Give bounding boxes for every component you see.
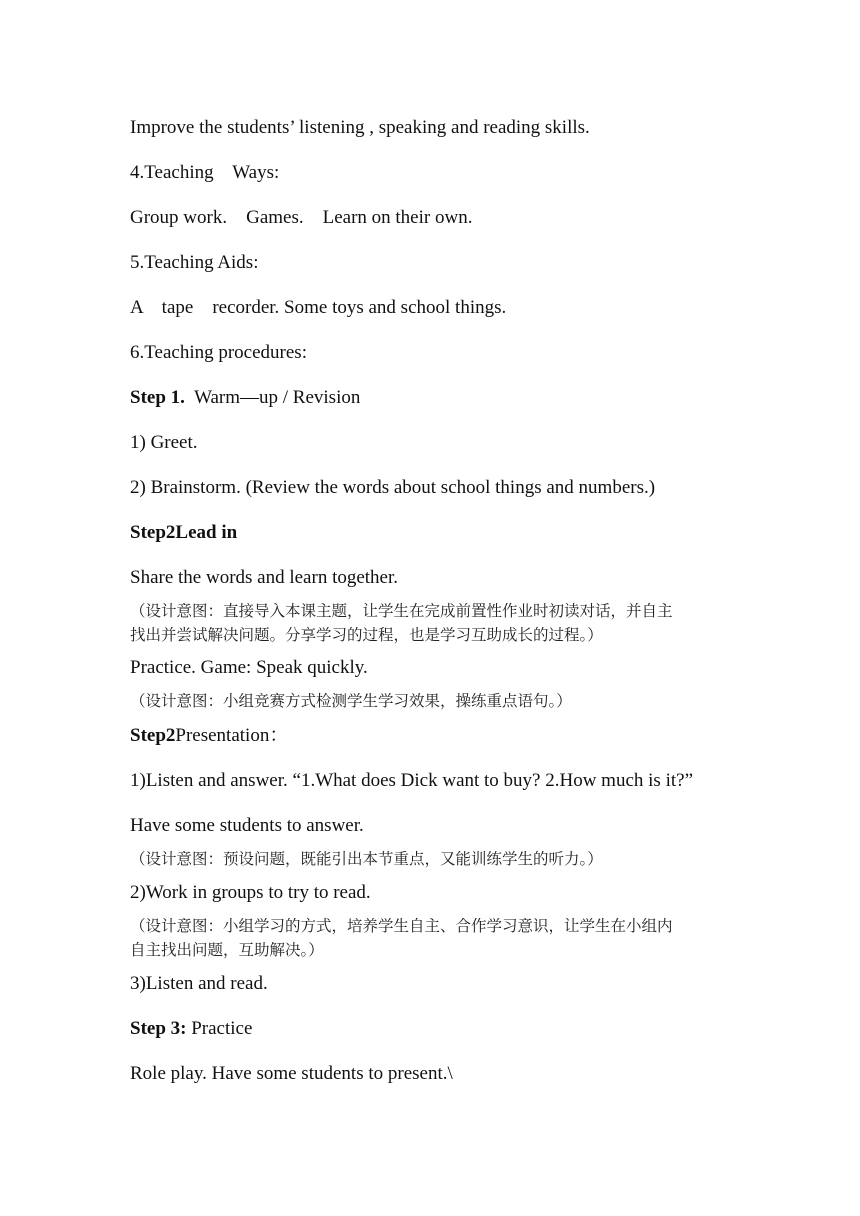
step3-heading	[130, 1017, 740, 1041]
share-words-line: Share the words and learn together.	[130, 567, 399, 588]
step2-presentation-title: Presentation：	[175, 725, 289, 746]
step1-title: Warm—up / Revision	[184, 387, 361, 408]
step3-label: Step 3:	[130, 1018, 187, 1039]
listen-read-line: 3)Listen and read.	[130, 973, 268, 994]
teaching-aids-heading: 5.Teaching Aids:	[130, 252, 259, 273]
listen-answer-line: 1)Listen and answer. “1.What does Dick want to buy? 2.How much is it?”	[130, 770, 693, 791]
practice-game-line: Practice. Game: Speak quickly.	[130, 657, 368, 678]
brainstorm-line: 2) Brainstorm. (Review the words about school things and numbers.)	[130, 477, 656, 498]
teaching-aids-line: A tape recorder. Some toys and school things.	[130, 297, 507, 318]
greet-line: 1) Greet.	[130, 432, 198, 453]
work-groups-line: 2)Work in groups to try to read.	[130, 882, 371, 903]
design-note-2: （设计意图：小组竞赛方式检测学生学习效果，操练重点语句。）	[130, 692, 572, 710]
step3-title: Practice	[186, 1018, 253, 1039]
teaching-ways-line: Group work. Games. Learn on their own.	[130, 207, 473, 228]
teaching-ways-heading: 4.Teaching Ways:	[130, 162, 280, 183]
procedures-heading: 6.Teaching procedures:	[130, 342, 307, 363]
step2-presentation-label: Step2	[130, 725, 176, 746]
design-note-1a: （设计意图：直接导入本课主题，让学生在完成前置性作业时初读对话，并自主	[130, 602, 673, 620]
design-note-3: （设计意图：预设问题，既能引出本节重点，又能训练学生的听力。）	[130, 850, 603, 868]
design-note-4a: （设计意图：小组学习的方式，培养学生自主、合作学习意识，让学生在小组内	[130, 917, 673, 935]
design-note-4b: 自主找出问题，互助解决。）	[130, 941, 324, 959]
step1-label: Step 1.	[130, 387, 185, 408]
role-play-line: Role play. Have some students to present.\	[130, 1063, 453, 1084]
objective-line: Improve the students’ listening , speaking and reading skills.	[130, 117, 590, 138]
step1-heading	[130, 386, 740, 410]
students-answer-line: Have some students to answer.	[130, 815, 364, 836]
step2-presentation-heading	[130, 724, 740, 748]
step2-lead-heading: Step2Lead in	[130, 522, 238, 543]
design-note-1b: 找出并尝试解决问题。分享学习的过程，也是学习互助成长的过程。）	[130, 626, 603, 644]
